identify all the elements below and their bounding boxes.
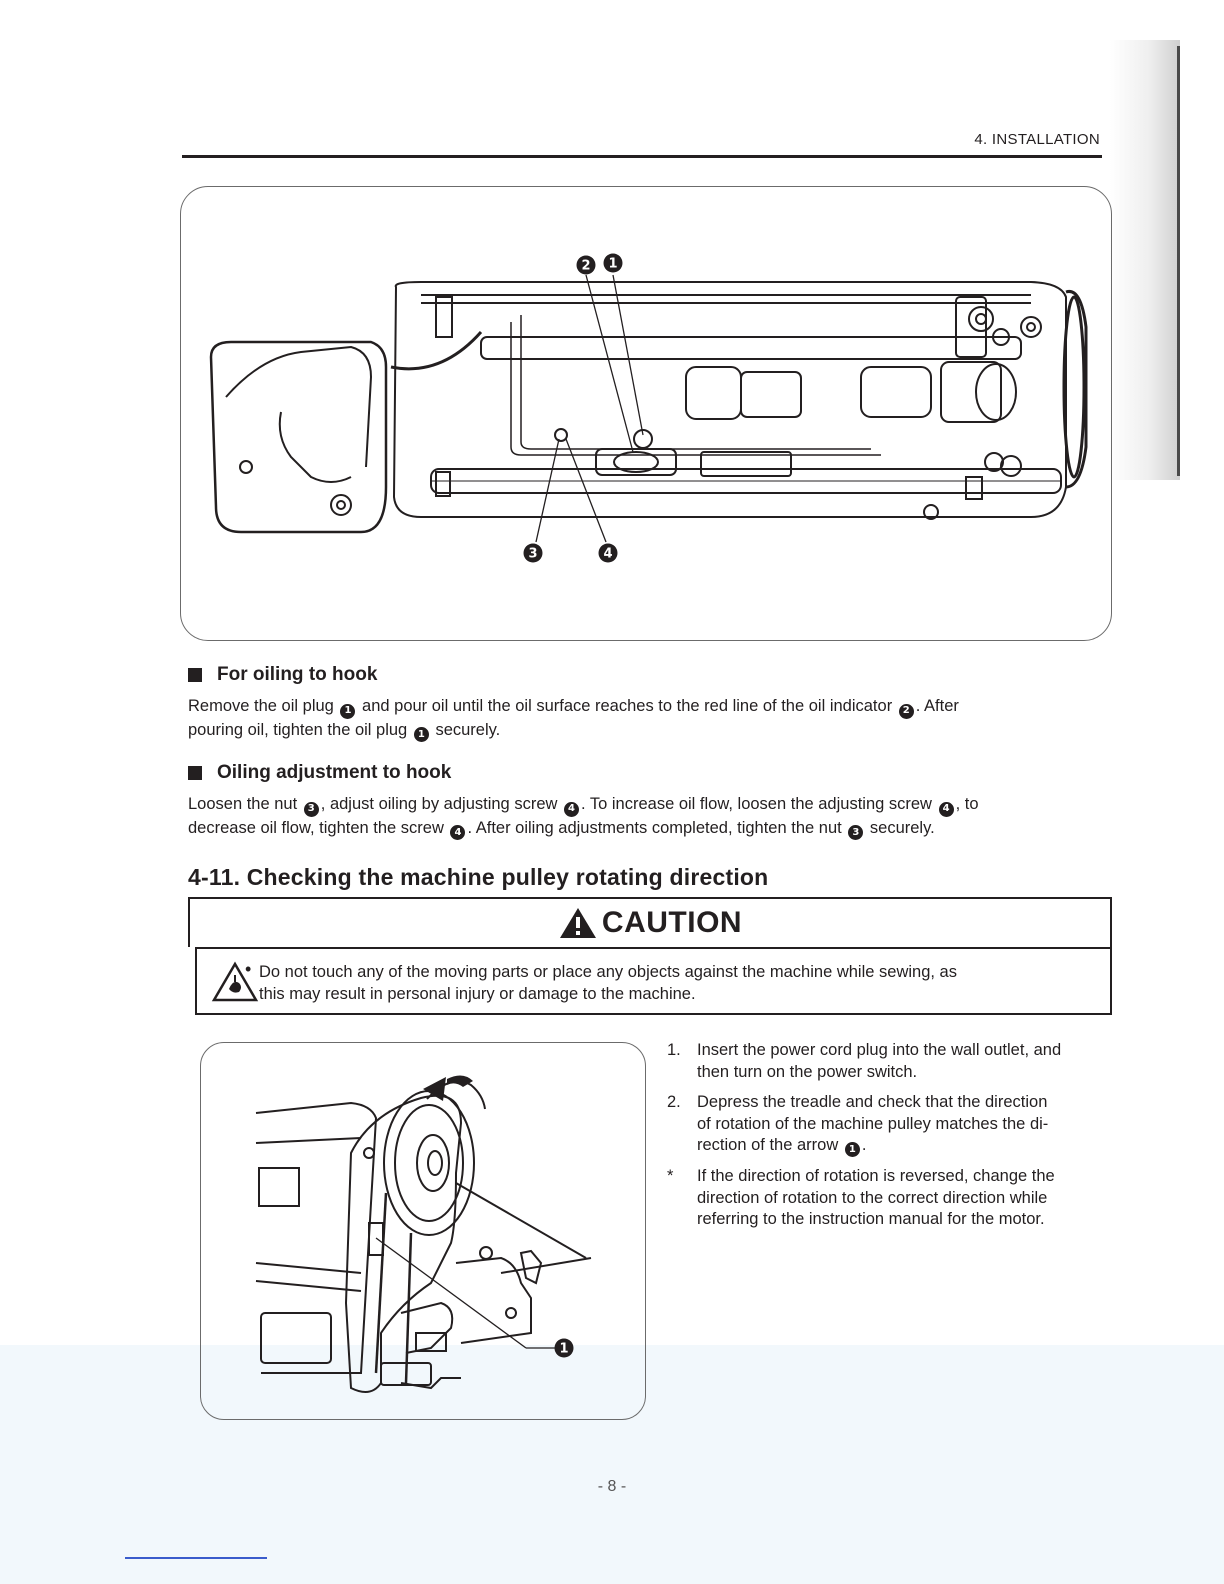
caution-box	[188, 897, 1112, 1015]
caution-body	[195, 947, 1112, 1015]
caution-text-line: Do not touch any of the moving parts or place any objects against the machine while sewing, as	[259, 963, 957, 981]
adjust-text: decrease oil flow, tighten the screw	[188, 818, 444, 837]
step-text: of rotation of the machine pulley matches the di-	[697, 1114, 1049, 1133]
step-item	[667, 1092, 1117, 1157]
adjust-text: . After oiling adjustments completed, tighten the nut	[467, 818, 842, 837]
callout-2	[577, 256, 596, 275]
footer-line	[125, 1557, 267, 1559]
step-number: 1.	[667, 1041, 681, 1059]
step-text: If the direction of rotation is reversed, change the	[697, 1167, 1055, 1186]
svg-text:2: 2	[581, 258, 591, 274]
ref-1: 1	[414, 727, 429, 742]
svg-text:3: 3	[528, 546, 538, 562]
scan-edge-line	[1177, 46, 1180, 476]
step-text: Depress the treadle and check that the direction	[697, 1093, 1048, 1111]
oiling-text: Remove the oil plug	[188, 697, 334, 715]
oiling-heading	[188, 664, 377, 686]
step-number: 2.	[667, 1093, 681, 1111]
machine-pulley-drawing	[201, 1043, 647, 1421]
section-header: 4. INSTALLATION	[974, 131, 1100, 148]
step-text: direction of rotation to the correct direction while	[697, 1188, 1048, 1207]
step-item	[667, 1040, 1117, 1083]
caution-title: CAUTION	[601, 906, 743, 939]
ref-3: 3	[848, 825, 863, 840]
pulley-steps	[667, 1040, 1117, 1240]
callout-3	[524, 544, 543, 563]
scan-edge-shadow	[1110, 40, 1180, 480]
adjust-text: , adjust oiling by adjusting screw	[320, 795, 558, 813]
svg-text:4: 4	[603, 546, 613, 562]
step-text: then turn on the power switch.	[697, 1062, 918, 1081]
oiling-heading-text: For oiling to hook	[217, 664, 378, 685]
ref-4: 4	[564, 802, 579, 817]
step-text: .	[861, 1136, 867, 1154]
ref-1: 1	[845, 1142, 860, 1157]
figure-machine-top-view	[180, 186, 1112, 641]
ref-1: 1	[340, 704, 355, 719]
ref-4: 4	[939, 802, 954, 817]
adjust-text: Loosen the nut	[188, 795, 298, 813]
svg-text:1: 1	[608, 256, 618, 272]
oiling-text: securely.	[435, 720, 501, 739]
warning-triangle-icon	[558, 906, 598, 940]
section-4-11-title: 4-11. Checking the machine pulley rotating direction	[188, 864, 769, 890]
adjust-text: , to	[955, 795, 979, 813]
page-number: - 8 -	[597, 1478, 627, 1495]
callout-1	[555, 1339, 574, 1358]
ref-3: 3	[304, 802, 319, 817]
machine-top-view-drawing	[181, 187, 1113, 642]
oiling-text: pouring oil, tighten the oil plug	[188, 720, 408, 739]
heading-bullet	[188, 668, 202, 682]
adjust-paragraph	[188, 793, 1113, 840]
caution-title-row	[188, 897, 1112, 947]
oiling-text: and pour oil until the oil surface reaches to the red line of the oil indicator	[362, 697, 893, 715]
adjust-text: . To increase oil flow, loosen the adjusting screw	[581, 795, 932, 813]
step-text: referring to the instruction manual for the motor.	[697, 1210, 1045, 1229]
adjust-heading-text: Oiling adjustment to hook	[217, 762, 452, 783]
figure-machine-pulley	[200, 1042, 646, 1420]
ref-2: 2	[899, 704, 914, 719]
callout-4	[599, 544, 618, 563]
step-text: rection of the arrow	[697, 1136, 839, 1154]
callout-1	[604, 254, 623, 273]
step-text: Insert the power cord plug into the wall outlet, and	[697, 1041, 1062, 1059]
step-number: *	[667, 1167, 674, 1186]
step-item	[667, 1166, 1117, 1231]
caution-text	[259, 961, 1099, 1005]
hand-injury-warning-icon	[211, 961, 259, 1003]
adjust-heading	[188, 762, 451, 784]
heading-bullet	[188, 766, 202, 780]
oiling-paragraph	[188, 695, 1113, 742]
oiling-text: . After	[915, 697, 959, 715]
caution-text-line: this may result in personal injury or damage to the machine.	[259, 985, 696, 1003]
adjust-text: securely.	[869, 818, 935, 837]
caution-bullet: •	[245, 959, 252, 979]
header-rule	[182, 155, 1102, 158]
ref-4: 4	[450, 825, 465, 840]
svg-text:1: 1	[559, 1341, 569, 1357]
